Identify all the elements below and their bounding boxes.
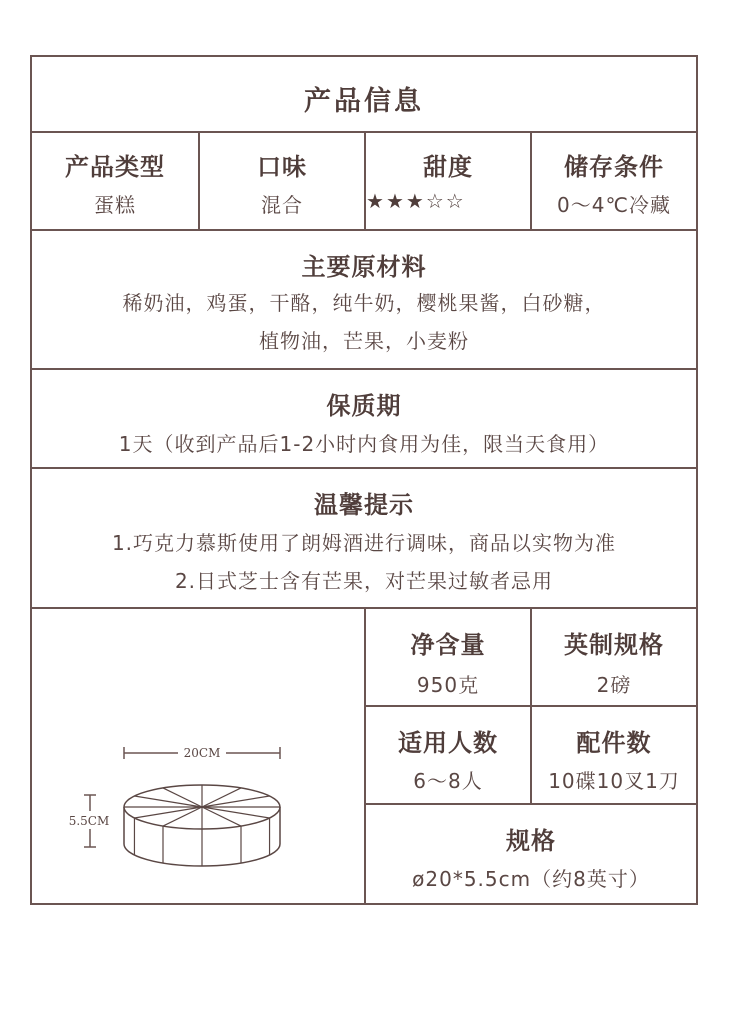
title-row — [32, 57, 696, 133]
spec-cell-imperial-size — [532, 609, 696, 707]
spec-cell-accessories — [532, 707, 696, 805]
page-title: 产品信息 — [304, 86, 424, 117]
attribute-value: 蛋糕 — [94, 193, 136, 217]
shelf-life-section — [32, 370, 696, 469]
spec-cell-net-weight — [366, 609, 532, 707]
spec-label: 配件数 — [576, 729, 652, 757]
tips-line-2: 2.日式芝士含有芒果，对芒果过敏者忌用 — [174, 569, 554, 593]
attribute-label: 储存条件 — [564, 153, 664, 181]
attribute-cell-sweetness — [366, 133, 532, 229]
attribute-cell-storage — [532, 133, 696, 229]
spec-cell-servings — [366, 707, 532, 805]
ingredients-line-1: 稀奶油，鸡蛋，干酪，纯牛奶，樱桃果酱，白砂糖， — [122, 291, 606, 315]
spec-label: 净含量 — [410, 631, 486, 659]
attribute-label: 产品类型 — [65, 153, 165, 181]
attribute-label: 口味 — [257, 153, 307, 181]
spec-value: 10碟10叉1刀 — [548, 769, 680, 793]
spec-cell-size — [366, 805, 696, 903]
spec-value: 950克 — [416, 673, 480, 697]
ingredients-line-2: 植物油，芒果，小麦粉 — [259, 329, 469, 353]
height-label: 5.5CM — [68, 814, 110, 828]
star-filled-icon: ★ — [366, 189, 386, 213]
spec-label: 英制规格 — [564, 631, 664, 659]
width-label: 20CM — [183, 746, 221, 760]
attribute-value: 0～4℃冷藏 — [557, 193, 671, 217]
shelf-life-label: 保质期 — [326, 392, 402, 420]
attribute-value: 混合 — [261, 193, 303, 217]
ingredients-label: 主要原材料 — [301, 253, 427, 281]
cake-diagram — [32, 609, 364, 903]
tips-label: 温馨提示 — [314, 491, 414, 519]
shelf-life-value: 1天（收到产品后1-2小时内食用为佳，限当天食用） — [118, 432, 610, 456]
star-empty-icon: ☆ — [425, 189, 446, 213]
specs-area — [32, 609, 696, 903]
attributes-row — [32, 133, 696, 231]
star-filled-icon: ★ — [385, 189, 406, 213]
product-info-card — [30, 55, 698, 905]
size-value: ø20*5.5cm（约8英寸） — [412, 867, 650, 891]
attribute-cell-type — [32, 133, 200, 229]
ingredients-section — [32, 231, 696, 370]
spec-label: 适用人数 — [398, 729, 498, 757]
cake-icon — [124, 785, 280, 866]
spec-value: 2磅 — [596, 673, 632, 697]
star-empty-icon: ☆ — [445, 189, 466, 213]
spec-value: 6～8人 — [413, 769, 483, 793]
tips-line-1: 1.巧克力慕斯使用了朗姆酒进行调味，商品以实物为准 — [111, 531, 617, 555]
star-filled-icon: ★ — [405, 189, 426, 213]
attribute-label: 甜度 — [423, 153, 473, 181]
attribute-cell-flavor — [200, 133, 366, 229]
size-label: 规格 — [506, 827, 556, 855]
cake-diagram-cell — [32, 609, 366, 903]
tips-section — [32, 469, 696, 609]
sweetness-rating — [366, 189, 530, 213]
